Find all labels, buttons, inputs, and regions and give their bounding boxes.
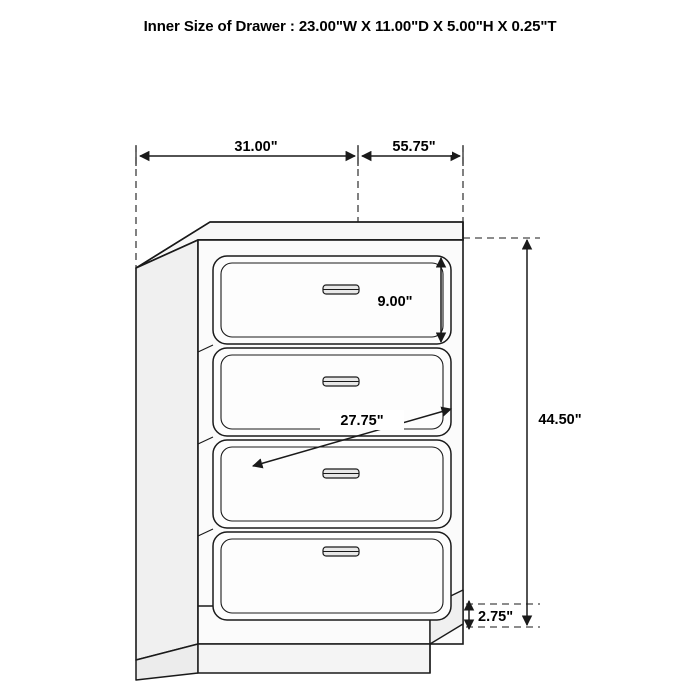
drawer-4[interactable] <box>213 532 451 620</box>
chest-left-side-panel <box>136 240 198 660</box>
chest-base-front <box>198 644 430 673</box>
dim-label-top-right: 55.75" <box>392 139 436 155</box>
chest-body <box>136 222 463 680</box>
dim-label-drawer-height: 9.00" <box>377 294 413 310</box>
page-title: Inner Size of Drawer : 23.00"W X 11.00"D X 5.00"H X 0.25"T <box>143 18 557 35</box>
dim-label-front-width: 27.75" <box>340 413 384 429</box>
dim-label-top-left: 31.00" <box>234 139 278 155</box>
dim-label-base-height: 2.75" <box>478 609 514 625</box>
dim-label-total-height: 44.50" <box>538 412 582 428</box>
drawer-1[interactable] <box>213 256 451 344</box>
drawer-3[interactable] <box>213 440 451 528</box>
